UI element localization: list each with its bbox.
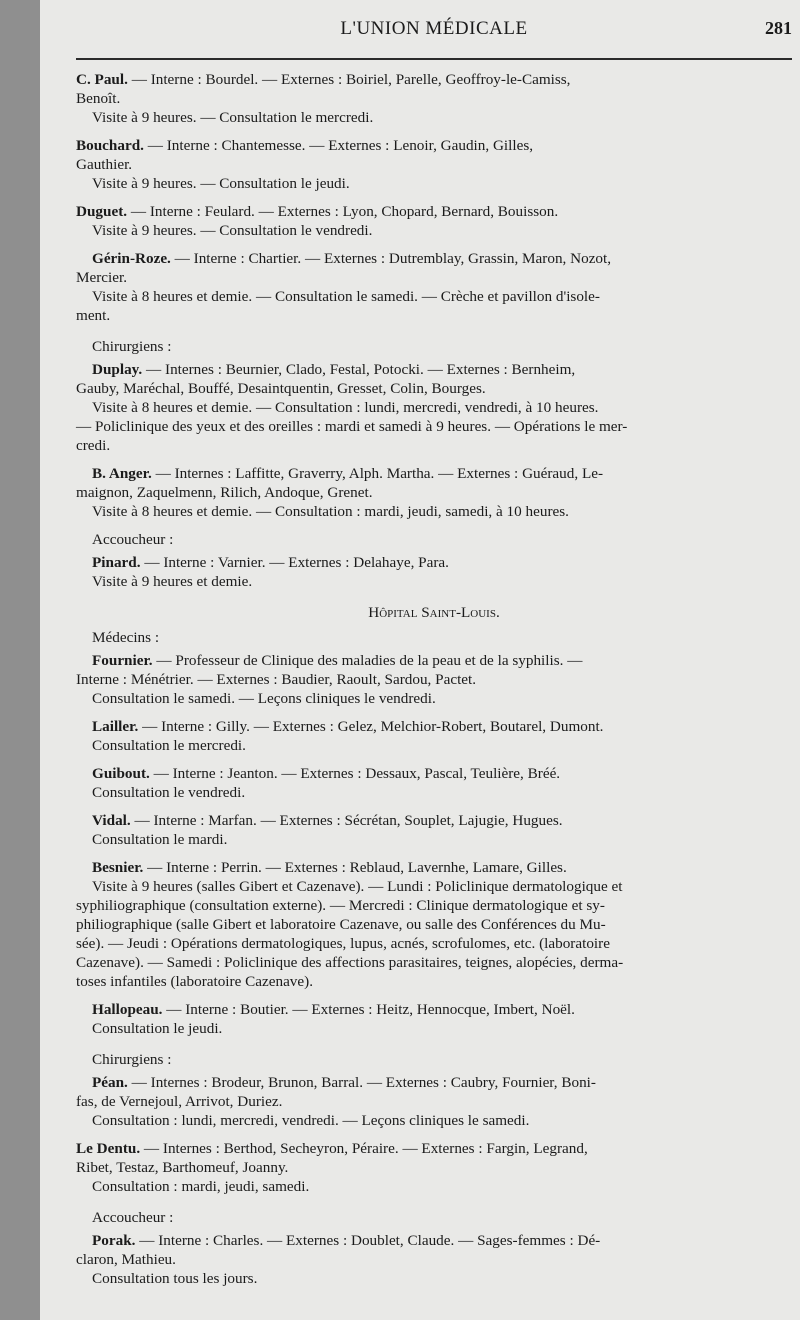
entry-text: — Internes : Beurnier, Clado, Festal, Potocki. — Externes : Bernheim, bbox=[142, 361, 576, 378]
entry-text: Interne : Ménétrier. — Externes : Baudier, Raoult, Sardou, Pactet. bbox=[76, 671, 477, 688]
consultation-line: Consultation le vendredi. bbox=[92, 784, 246, 801]
entry-paul bbox=[76, 70, 792, 127]
section-label: Chirurgiens : bbox=[92, 338, 172, 355]
consultation-line: Consultation : lundi, mercredi, vendredi. — Leçons cliniques le samedi. bbox=[92, 1112, 530, 1129]
entry-text: sée). — Jeudi : Opérations dermatologiques, lupus, acnés, scrofulomes, etc. (laboratoire bbox=[76, 935, 610, 952]
entry-guibout bbox=[76, 764, 792, 802]
section-label: Médecins : bbox=[92, 629, 160, 646]
entry-text: — Interne : Bourdel. — Externes : Boiriel, Parelle, Geoffroy-le-Camiss, bbox=[127, 71, 571, 88]
entry-text: — Policlinique des yeux et des oreilles : mardi et samedi à 9 heures. — Opérations le mer- bbox=[76, 418, 628, 435]
hospital-heading: Hôpital Saint-Louis. bbox=[368, 604, 500, 621]
doctor-name: Bouchard. bbox=[76, 137, 144, 154]
entry-text: Mercier. bbox=[76, 269, 128, 286]
page bbox=[40, 0, 800, 1320]
entry-pean bbox=[76, 1073, 792, 1130]
visit-line: Visite à 9 heures (salles Gibert et Cazenave). — Lundi : Policlinique dermatologique et bbox=[92, 878, 623, 895]
entry-text: — Internes : Laffitte, Graverry, Alph. Martha. — Externes : Guéraud, Le- bbox=[151, 465, 604, 482]
doctor-name: Hallopeau. bbox=[92, 1001, 163, 1018]
consultation-line: Consultation le jeudi. bbox=[92, 1020, 223, 1037]
doctor-name: Pinard. bbox=[92, 554, 141, 571]
consultation-line: Consultation le mardi. bbox=[92, 831, 228, 848]
entry-pinard bbox=[76, 553, 792, 591]
entry-text: credi. bbox=[76, 437, 111, 454]
entry-text: Gauby, Maréchal, Bouffé, Desaintquentin, Gresset, Colin, Bourges. bbox=[76, 380, 486, 397]
page-content bbox=[76, 18, 792, 1297]
doctor-name: Vidal. bbox=[92, 812, 131, 829]
entry-text: — Professeur de Clinique des maladies de la peau et de la syphilis. — bbox=[152, 652, 583, 669]
entry-vidal bbox=[76, 811, 792, 849]
entry-hallopeau bbox=[76, 1000, 792, 1038]
doctor-name: B. Anger. bbox=[92, 465, 152, 482]
entry-anger bbox=[76, 464, 792, 521]
entry-text: — Interne : Chantemesse. — Externes : Lenoir, Gaudin, Gilles, bbox=[143, 137, 534, 154]
visit-line: Visite à 9 heures. — Consultation le vendredi. bbox=[92, 222, 373, 239]
doctor-name: Porak. bbox=[92, 1232, 136, 1249]
doctor-name: Fournier. bbox=[92, 652, 153, 669]
journal-title: L'UNION MÉDICALE bbox=[340, 18, 528, 39]
doctor-name: Le Dentu. bbox=[76, 1140, 141, 1157]
visit-line: Visite à 9 heures et demie. bbox=[92, 573, 253, 590]
header-rule bbox=[76, 58, 792, 60]
entry-bouchard bbox=[76, 136, 792, 193]
doctor-name: Duguet. bbox=[76, 203, 128, 220]
entry-gerin-roze bbox=[76, 249, 792, 325]
section-label: Accoucheur : bbox=[92, 1209, 174, 1226]
entry-duplay bbox=[76, 360, 792, 455]
section-label: Accoucheur : bbox=[92, 531, 174, 548]
entry-text: Ribet, Testaz, Barthomeuf, Joanny. bbox=[76, 1159, 289, 1176]
entry-text: fas, de Vernejoul, Arrivot, Duriez. bbox=[76, 1093, 283, 1110]
entry-text: Gauthier. bbox=[76, 156, 133, 173]
entry-text: toses infantiles (laboratoire Cazenave). bbox=[76, 973, 313, 990]
consultation-line: Consultation le mercredi. bbox=[92, 737, 246, 754]
entry-besnier bbox=[76, 858, 792, 991]
consultation-line: Consultation : mardi, jeudi, samedi. bbox=[92, 1178, 310, 1195]
entry-text: — Interne : Marfan. — Externes : Sécrétan, Souplet, Lajugie, Hugues. bbox=[130, 812, 563, 829]
entry-porak bbox=[76, 1231, 792, 1288]
doctor-name: Besnier. bbox=[92, 859, 144, 876]
entry-text: — Internes : Brodeur, Brunon, Barral. — Externes : Caubry, Fournier, Boni- bbox=[127, 1074, 596, 1091]
visit-line: Visite à 9 heures. — Consultation le jeudi. bbox=[92, 175, 350, 192]
doctor-name: Lailler. bbox=[92, 718, 139, 735]
entry-text: — Interne : Gilly. — Externes : Gelez, Melchior-Robert, Boutarel, Dumont. bbox=[138, 718, 604, 735]
running-header bbox=[76, 18, 792, 44]
document-body bbox=[76, 70, 792, 1288]
section-label: Chirurgiens : bbox=[92, 1051, 172, 1068]
doctor-name: Gérin-Roze. bbox=[92, 250, 171, 267]
consultation-line: Consultation le samedi. — Leçons cliniques le vendredi. bbox=[92, 690, 436, 707]
entry-text: — Interne : Chartier. — Externes : Dutremblay, Grassin, Maron, Nozot, bbox=[170, 250, 612, 267]
entry-text: Benoît. bbox=[76, 90, 121, 107]
entry-fournier bbox=[76, 651, 792, 708]
entry-le-dentu bbox=[76, 1139, 792, 1196]
entry-text: — Interne : Feulard. — Externes : Lyon, Chopard, Bernard, Bouisson. bbox=[127, 203, 559, 220]
entry-text: maignon, Zaquelmenn, Rilich, Andoque, Grenet. bbox=[76, 484, 373, 501]
doctor-name: Guibout. bbox=[92, 765, 150, 782]
entry-text: philiographique (salle Gibert et laboratoire Cazenave, ou salle des Conférences du Mu- bbox=[76, 916, 606, 933]
entry-duguet bbox=[76, 202, 792, 240]
entry-text: — Interne : Perrin. — Externes : Reblaud, Lavernhe, Lamare, Gilles. bbox=[143, 859, 567, 876]
doctor-name: Duplay. bbox=[92, 361, 143, 378]
page-number: 281 bbox=[765, 18, 792, 38]
consultation-line: Consultation tous les jours. bbox=[92, 1270, 258, 1287]
entry-text: — Interne : Charles. — Externes : Doublet, Claude. — Sages-femmes : Dé- bbox=[135, 1232, 601, 1249]
visit-line: Visite à 8 heures et demie. — Consultation : mardi, jeudi, samedi, à 10 heures. bbox=[92, 503, 569, 520]
entry-lailler bbox=[76, 717, 792, 755]
entry-text: claron, Mathieu. bbox=[76, 1251, 176, 1268]
visit-line: Visite à 8 heures et demie. — Consultation le samedi. — Crèche et pavillon d'isole- bbox=[92, 288, 600, 305]
entry-text: Cazenave). — Samedi : Policlinique des affections parasitaires, teignes, alopécies, derma- bbox=[76, 954, 624, 971]
entry-text: — Interne : Boutier. — Externes : Heitz, Hennocque, Imbert, Noël. bbox=[162, 1001, 575, 1018]
doctor-name: C. Paul. bbox=[76, 71, 128, 88]
entry-text: — Interne : Jeanton. — Externes : Dessaux, Pascal, Teulière, Bréé. bbox=[149, 765, 561, 782]
entry-text: — Interne : Varnier. — Externes : Delahaye, Para. bbox=[140, 554, 449, 571]
entry-text: — Internes : Berthod, Secheyron, Péraire. — Externes : Fargin, Legrand, bbox=[140, 1140, 588, 1157]
doctor-name: Péan. bbox=[92, 1074, 128, 1091]
entry-text: ment. bbox=[76, 307, 111, 324]
entry-text: syphiliographique (consultation externe). — Mercredi : Clinique dermatologique et sy- bbox=[76, 897, 605, 914]
visit-line: Visite à 9 heures. — Consultation le mercredi. bbox=[92, 109, 374, 126]
visit-line: Visite à 8 heures et demie. — Consultation : lundi, mercredi, vendredi, à 10 heures. bbox=[92, 399, 599, 416]
